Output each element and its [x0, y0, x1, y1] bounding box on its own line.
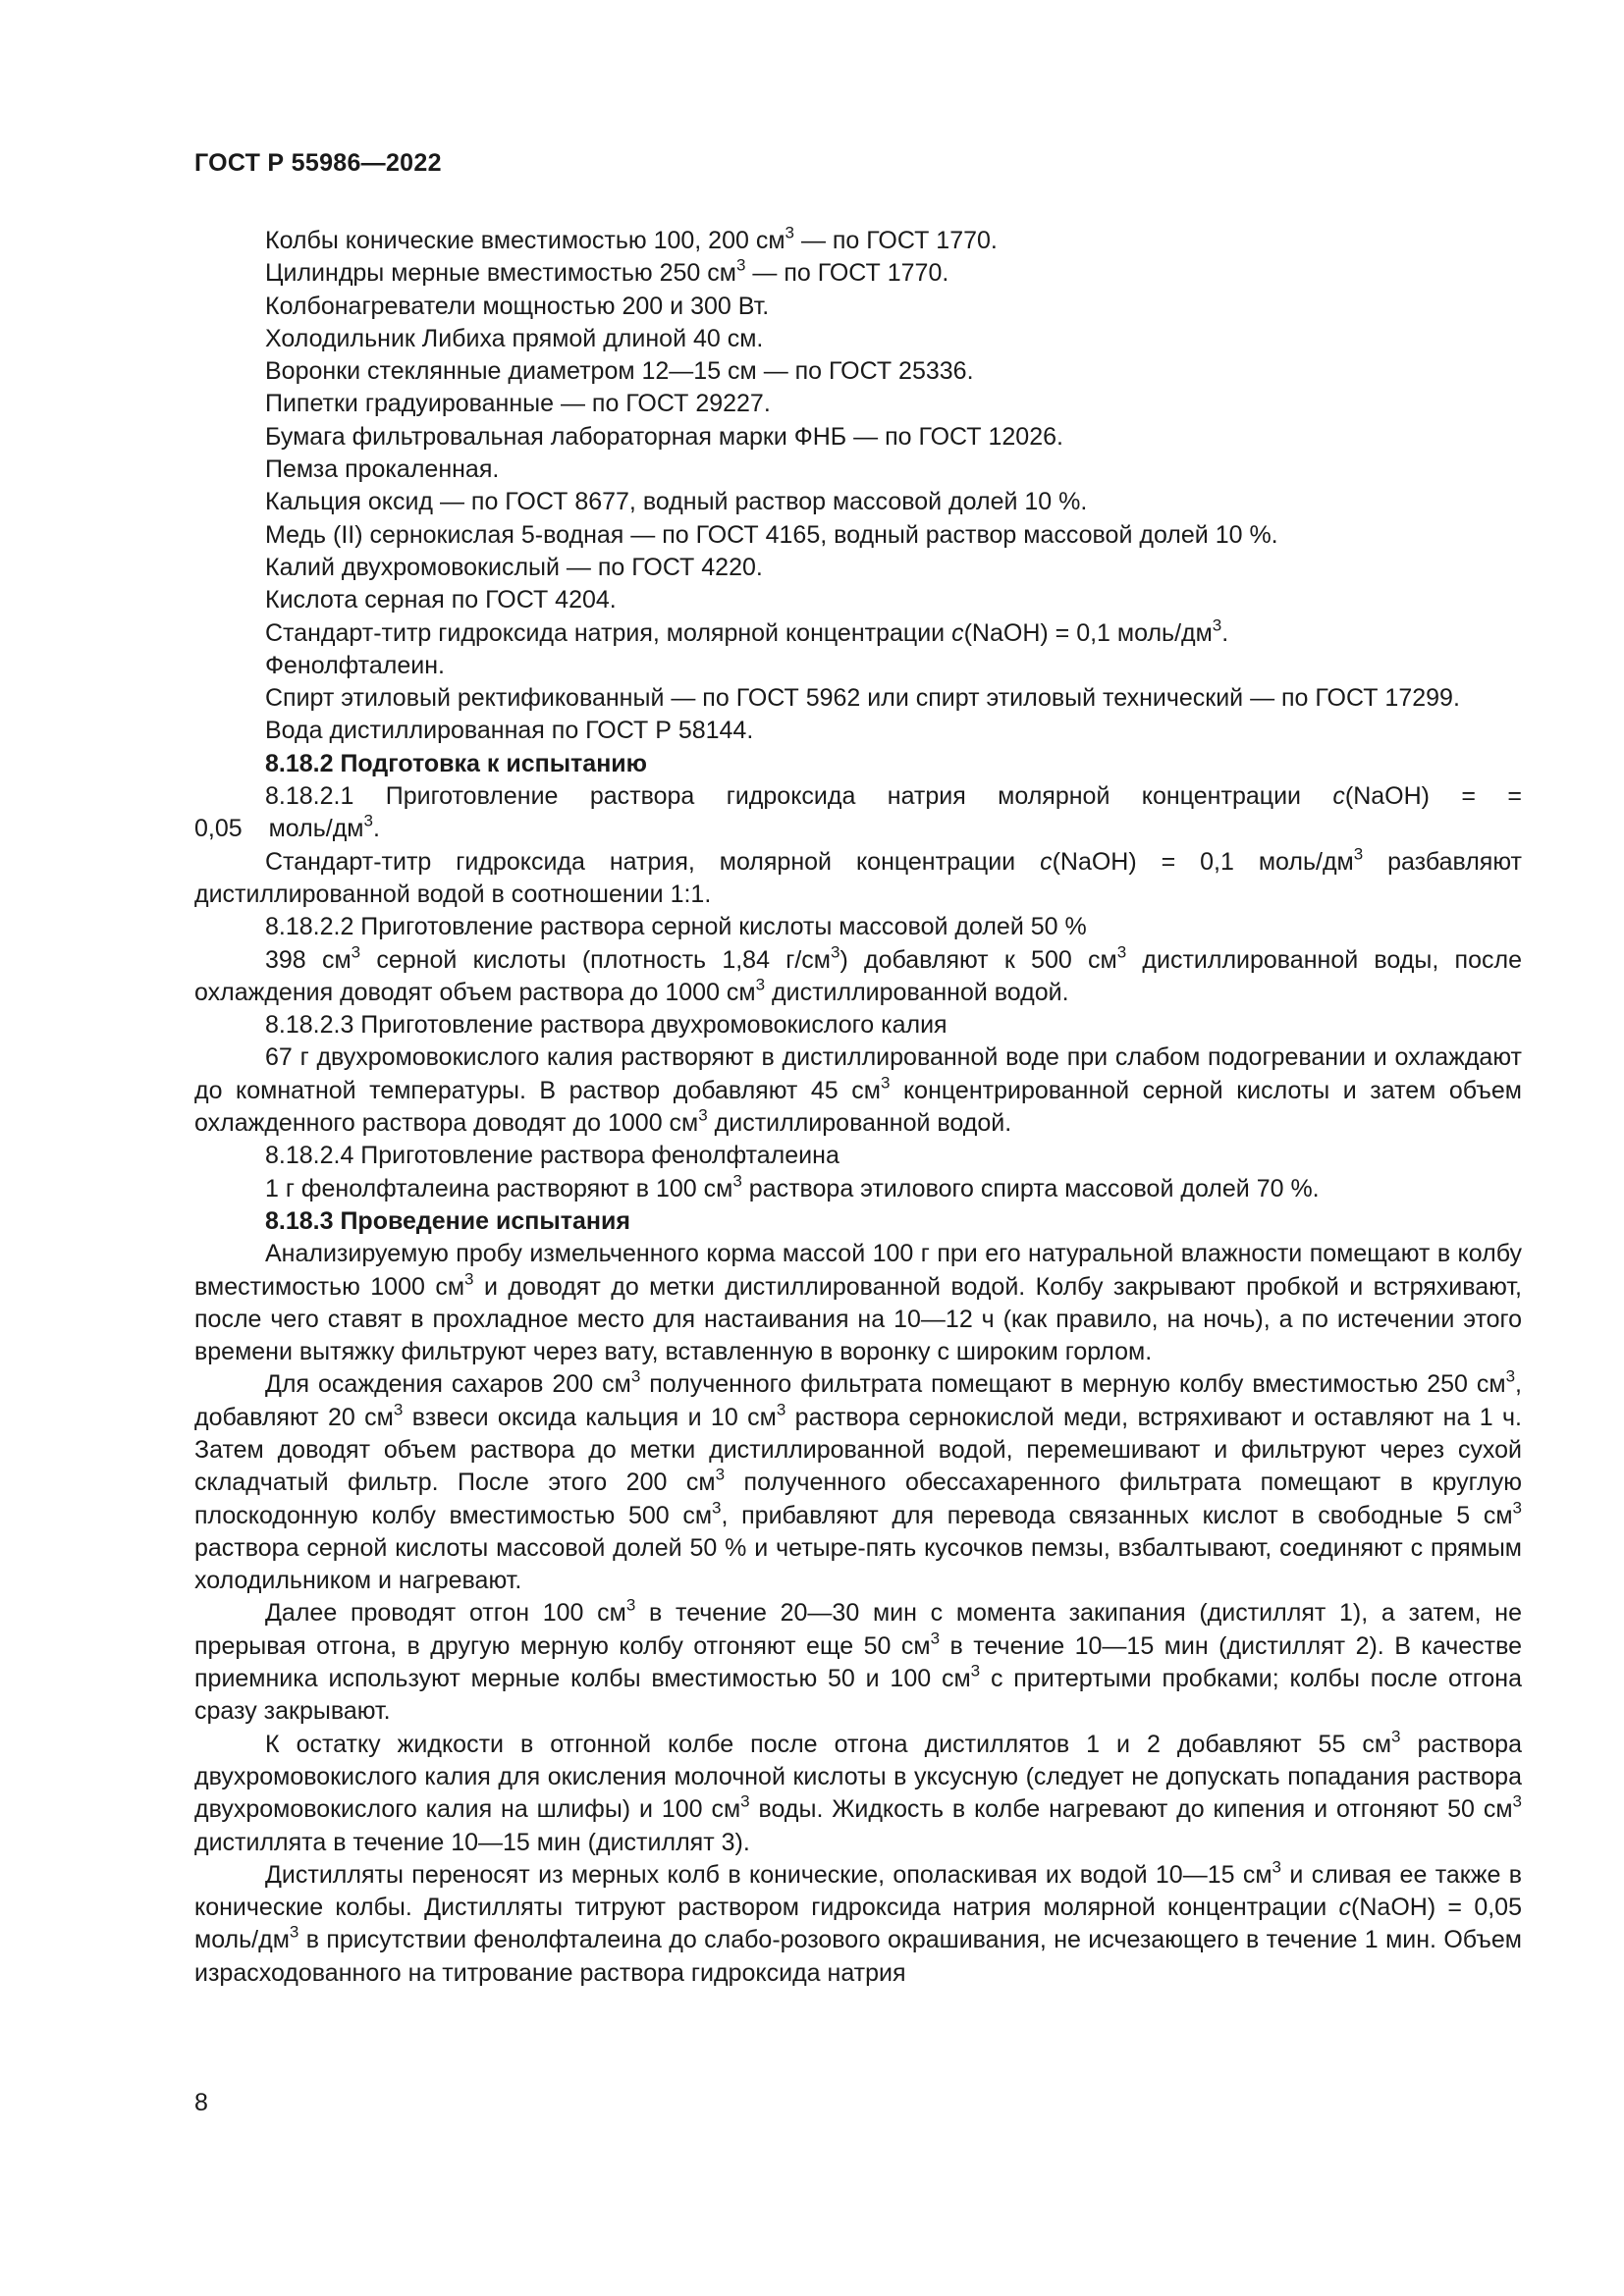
equipment-item-spirit: Спирт этиловый ректификованный — по ГОСТ 5962 или спирт этиловый технический — по ГОСТ 17299.: [265, 684, 1460, 713]
paragraph: 1 г фенолфталеина растворяют в 100 $см^3$ раствора этилового спирта массовой долей 70 %.: [265, 1171, 1320, 1202]
equipment-item: Кальция оксид — по ГОСТ 8677, водный раствор массовой долей 10 %.: [265, 488, 1088, 516]
section-heading-8-18-3: 8.18.3 Проведение испытания: [265, 1206, 630, 1235]
document-body: [194, 225, 1522, 1990]
subsection-title-8-18-2-1: 8.18.2.1 Приготовление раствора гидроксида натрия молярной концентрации c(NaOH) = = 0,05 моль/$дм^3$.: [194, 782, 1522, 843]
equipment-list: [194, 225, 1522, 748]
paragraph: Дистилляты переносят из мерных колб в конические, ополаскивая их водой 10—15 $см^3$ и сливая ее также в конические колбы. Дистилляты титруют раствором гидроксида натрия молярной концентрации c(NaOH) = 0,05 моль/$дм^3$ в присутствии фенолфталеина до слабо-розового окрашивания, не исчезающего в течение 1 мин. Объем израсходованного на титрование раствора гидроксида натрия: [194, 1857, 1522, 1987]
subsection-title-8-18-2-3: 8.18.2.3 Приготовление раствора двухромовокислого калия: [265, 1011, 947, 1040]
equipment-item: Калий двухромовокислый — по ГОСТ 4220.: [265, 553, 763, 581]
equipment-item: Цилиндры мерные вместимостью 250 $см^3$ — по ГОСТ 1770.: [265, 255, 949, 288]
paragraph: 398 $см^3$ серной кислоты (плотность 1,84 $г/см^3$) добавляют к 500 $см^3$ дистиллированной воды, после охлаждения доводят объем раствора до 1000 $см^3$ дистиллированной водой.: [194, 942, 1522, 1006]
page-number: 8: [194, 2089, 208, 2116]
equipment-item-water: Вода дистиллированная по ГОСТ Р 58144.: [265, 717, 754, 745]
paragraph: 67 г двухромовокислого калия растворяют в дистиллированной воде при слабом подогревании и охлаждают до комнатной температуры. В раствор добавляют 45 $см^3$ концентрированной серной кислоты и затем объем охлажденного раствора доводят до 1000 $см^3$ дистиллированной водой.: [194, 1043, 1522, 1138]
equipment-item: Медь (II) сернокислая 5-водная — по ГОСТ 4165, водный раствор массовой долей 10 %.: [265, 520, 1278, 549]
subsection-title-8-18-2-4: 8.18.2.4 Приготовление раствора фенолфталеина: [265, 1142, 839, 1170]
paragraph: К остатку жидкости в отгонной колбе после отгона дистиллятов 1 и 2 добавляют 55 $см^3$ раствора двухромовокислого калия для окисления молочной кислоты в уксусную (следует не допускать попадания раствора двухромовокислого калия на шлифы) и 100 $см^3$ воды. Жидкость в колбе нагревают до кипения и отгоняют 50 $см^3$ дистиллята в течение 10—15 мин (дистиллят 3).: [194, 1727, 1522, 1856]
subsection-title-8-18-2-2: 8.18.2.2 Приготовление раствора серной кислоты массовой долей 50 %: [265, 913, 1087, 941]
equipment-item: Колбонагреватели мощностью 200 и 300 Вт.: [265, 292, 770, 320]
paragraph: Для осаждения сахаров 200 $см^3$ полученного фильтрата помещают в мерную колбу вместимостью 250 $см^3$, добавляют 20 $см^3$ взвеси оксида кальция и 10 $см^3$ раствора сернокислой меди, встряхивают и оставляют на 1 ч. Затем доводят объем раствора до метки дистиллированной водой, перемешивают и фильтруют через сухой складчатый фильтр. После этого 200 $см^3$ полученного обессахаренного фильтрата помещают в круглую плоскодонную колбу вместимостью 500 $см^3$, прибавляют для перевода связанных кислот в свободные 5 $см^3$ раствора серной кислоты массовой долей 50 % и четыре-пять кусочков пемзы, взбалтывают, соединяют с прямым холодильником и нагревают.: [194, 1366, 1523, 1595]
section-heading-8-18-2: 8.18.2 Подготовка к испытанию: [265, 749, 648, 777]
equipment-item: Воронки стеклянные диаметром 12—15 см — по ГОСТ 25336.: [265, 357, 974, 386]
equipment-item: Фенолфталеин.: [265, 651, 445, 679]
equipment-item: Стандарт-титр гидроксида натрия, молярной концентрации c(NaOH) = 0,1 моль/$дм^3$.: [265, 615, 1229, 647]
equipment-item: Бумага фильтровальная лабораторная марки ФНБ — по ГОСТ 12026.: [265, 422, 1063, 451]
equipment-item: Пипетки градуированные — по ГОСТ 29227.: [265, 390, 771, 418]
equipment-item: Колбы конические вместимостью 100, 200 $см^3$ — по ГОСТ 1770.: [265, 223, 998, 254]
paragraph: Стандарт-титр гидроксида натрия, молярной концентрации c(NaOH) = 0,1 моль/$дм^3$ разбавляют дистиллированной водой в соотношении 1:1.: [194, 844, 1522, 908]
document-header: ГОСТ Р 55986—2022: [194, 149, 442, 177]
paragraph: Анализируемую пробу измельченного корма массой 100 г при его натуральной влажности помещают в колбу вместимостью 1000 $см^3$ и доводят до метки дистиллированной водой. Колбу закрывают пробкой и встряхивают, после чего ставят в прохладное место для настаивания на 10—12 ч (как правило, на ночь), а по истечении этого времени вытяжку фильтруют через вату, вставленную в воронку с широким горлом.: [194, 1240, 1522, 1366]
equipment-item: Кислота серная по ГОСТ 4204.: [265, 586, 617, 614]
equipment-item: Холодильник Либиха прямой длиной 40 см.: [265, 324, 764, 352]
paragraph: Далее проводят отгон 100 $см^3$ в течение 20—30 мин с момента закипания (дистиллят 1), а затем, не прерывая отгона, в другую мерную колбу отгоняют еще 50 $см^3$ в течение 10—15 мин (дистиллят 2). В качестве приемника используют мерные колбы вместимостью 50 и 100 $см^3$ с притертыми пробками; колбы после отгона сразу закрывают.: [194, 1595, 1523, 1726]
equipment-item: Пемза прокаленная.: [265, 455, 500, 484]
